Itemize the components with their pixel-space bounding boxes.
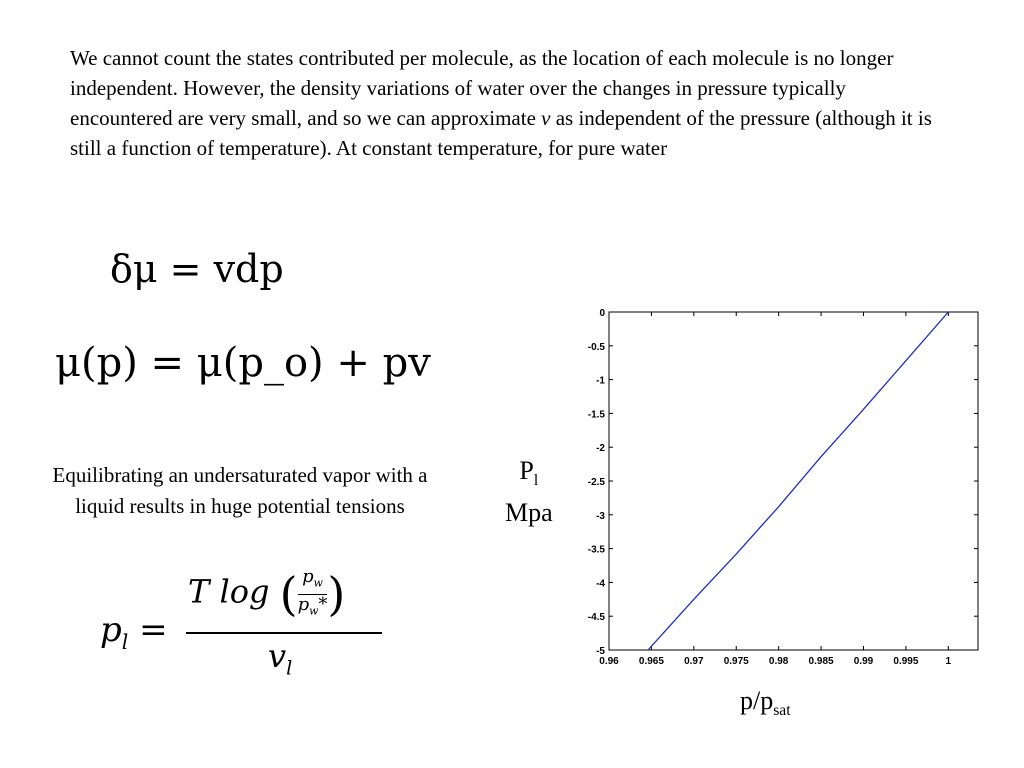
x-tick-label: 0.96	[599, 656, 619, 667]
y-tick-label: -3.5	[587, 544, 605, 556]
y-tick-label: -2.5	[587, 477, 605, 488]
y-tick-label: -4.5	[587, 612, 605, 624]
chart-ylabel: $P_l$ Mpa	[505, 456, 553, 528]
x-tick-label: 0.98	[768, 656, 789, 667]
plot-frame	[609, 312, 978, 650]
x-tick-label: 0.99	[853, 656, 874, 667]
series-line-0	[648, 312, 948, 650]
equation-numerator: T $\log (\frac{p_w}{p_w*}$ )	[188, 566, 346, 622]
x-tick-label: 0.995	[893, 656, 919, 667]
x-tick-label: 0.965	[638, 656, 664, 667]
equation-lhs: $p_l$ =	[100, 610, 168, 654]
x-tick-label: 1	[945, 656, 952, 667]
equation-chemical-potential-differential: δμ = vdp	[110, 247, 284, 291]
y-tick-label: -2	[596, 443, 605, 455]
paragraph-part2: as independent of the pressure (although it is still a function of temperature). At constant temperature, for pure water	[70, 106, 932, 160]
y-tick-label: -5	[596, 646, 605, 657]
y-tick-label: -3	[596, 510, 605, 522]
y-tick-label: -0.5	[587, 341, 605, 353]
x-tick-label: 0.975	[723, 656, 749, 667]
caption-text: Equilibrating an undersaturated vapor with a liquid results in huge potential tensions	[52, 463, 428, 518]
paragraph-part1: We cannot count the states contributed per molecule, as the location of each molecule is no longer independent. However, the density variations of water over the changes in pressure typically encountered are very small, and so we can approximate	[70, 46, 894, 130]
equation-chemical-potential: μ(p) = μ(p_o) + pv	[55, 340, 431, 386]
y-tick-label: -1	[596, 375, 605, 387]
y-tick-label: 0	[599, 308, 605, 319]
paragraph-variable: v	[541, 106, 551, 130]
y-tick-label: -4	[596, 578, 605, 590]
x-tick-label: 0.97	[684, 656, 704, 667]
chart-xlabel: $p/p_{sat}$	[740, 686, 791, 720]
equation-denominator: $v_l$	[268, 637, 293, 680]
y-tick-label: -1.5	[587, 409, 605, 421]
x-tick-label: 0.985	[808, 656, 834, 667]
pressure-ratio: $\frac{p_w}{p_w*}$	[298, 567, 328, 621]
